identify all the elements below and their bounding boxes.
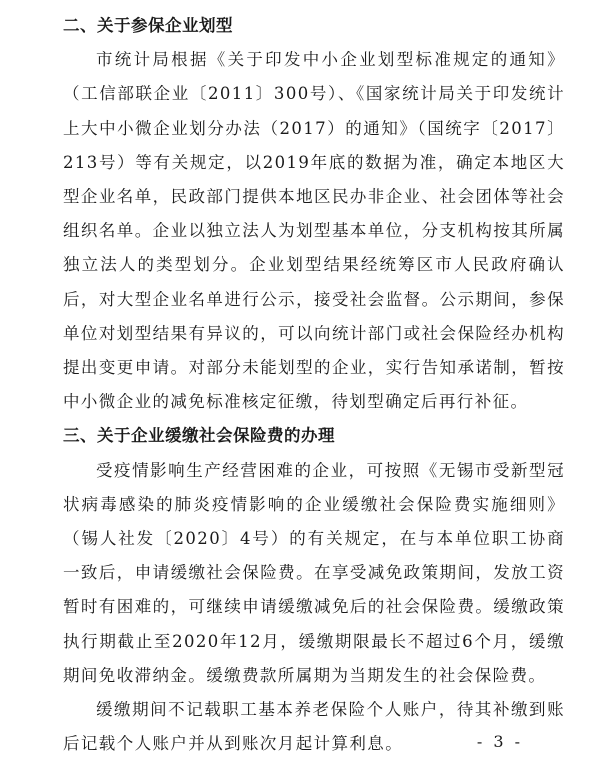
paragraph: 受疫情影响生产经营困难的企业，可按照《无锡市受新型冠状病毒感染的肺炎疫情影响的企业缓缴社会保险费实施细则》（锡人社发〔2020〕4号）的有关规定，在与本单位职工协商一致后，申请缓缴社会保险费。在享受减免政策期间，发放工资暂时有困难的，可继续申请缓缴减免后的社会保险费。缓缴政策执行期截止至2020年12月，缓缴期限最长不超过6个月，缓缴期间免收滞纳金。缓缴费款所属期为当期发生的社会保险费。 — [63, 460, 565, 685]
section-deferred-social-insurance — [63, 419, 565, 761]
paragraph: 市统计局根据《关于印发中小企业划型标准规定的通知》（工信部联企业〔2011〕300号）、《国家统计局关于印发统计上大中小微企业划分办法（2017）的通知》（国统字〔2017〕213号）等有关规定，以2019年底的数据为准，确定本地区大型企业名单，民政部门提供本地区民办非企业、社会团体等社会组织名单。企业以独立法人为划型基本单位，分支机构按其所属独立法人的类型划分。企业划型结果经统筹区市人民政府确认后，对大型企业名单进行公示，接受社会监督。公示期间，参保单位对划型结果有异议的，可以向统计部门或社会保险经办机构提出变更申请。对部分未能划型的企业，实行告知承诺制，暂按中小微企业的减免标准核定征缴，待划型确定后再行补征。 — [63, 50, 565, 412]
page-number: - 3 - — [476, 732, 523, 751]
document-page — [0, 9, 595, 764]
section-heading: 三、关于企业缓缴社会保险费的办理 — [63, 426, 335, 446]
section-participating-enterprise-classification — [63, 9, 565, 419]
section-heading: 二、关于参保企业划型 — [63, 16, 233, 35]
paragraph: 缓缴期间不记载职工基本养老保险个人账户，待其补缴到账后记载个人账户并从到账次月起计算利息。 — [63, 700, 565, 754]
